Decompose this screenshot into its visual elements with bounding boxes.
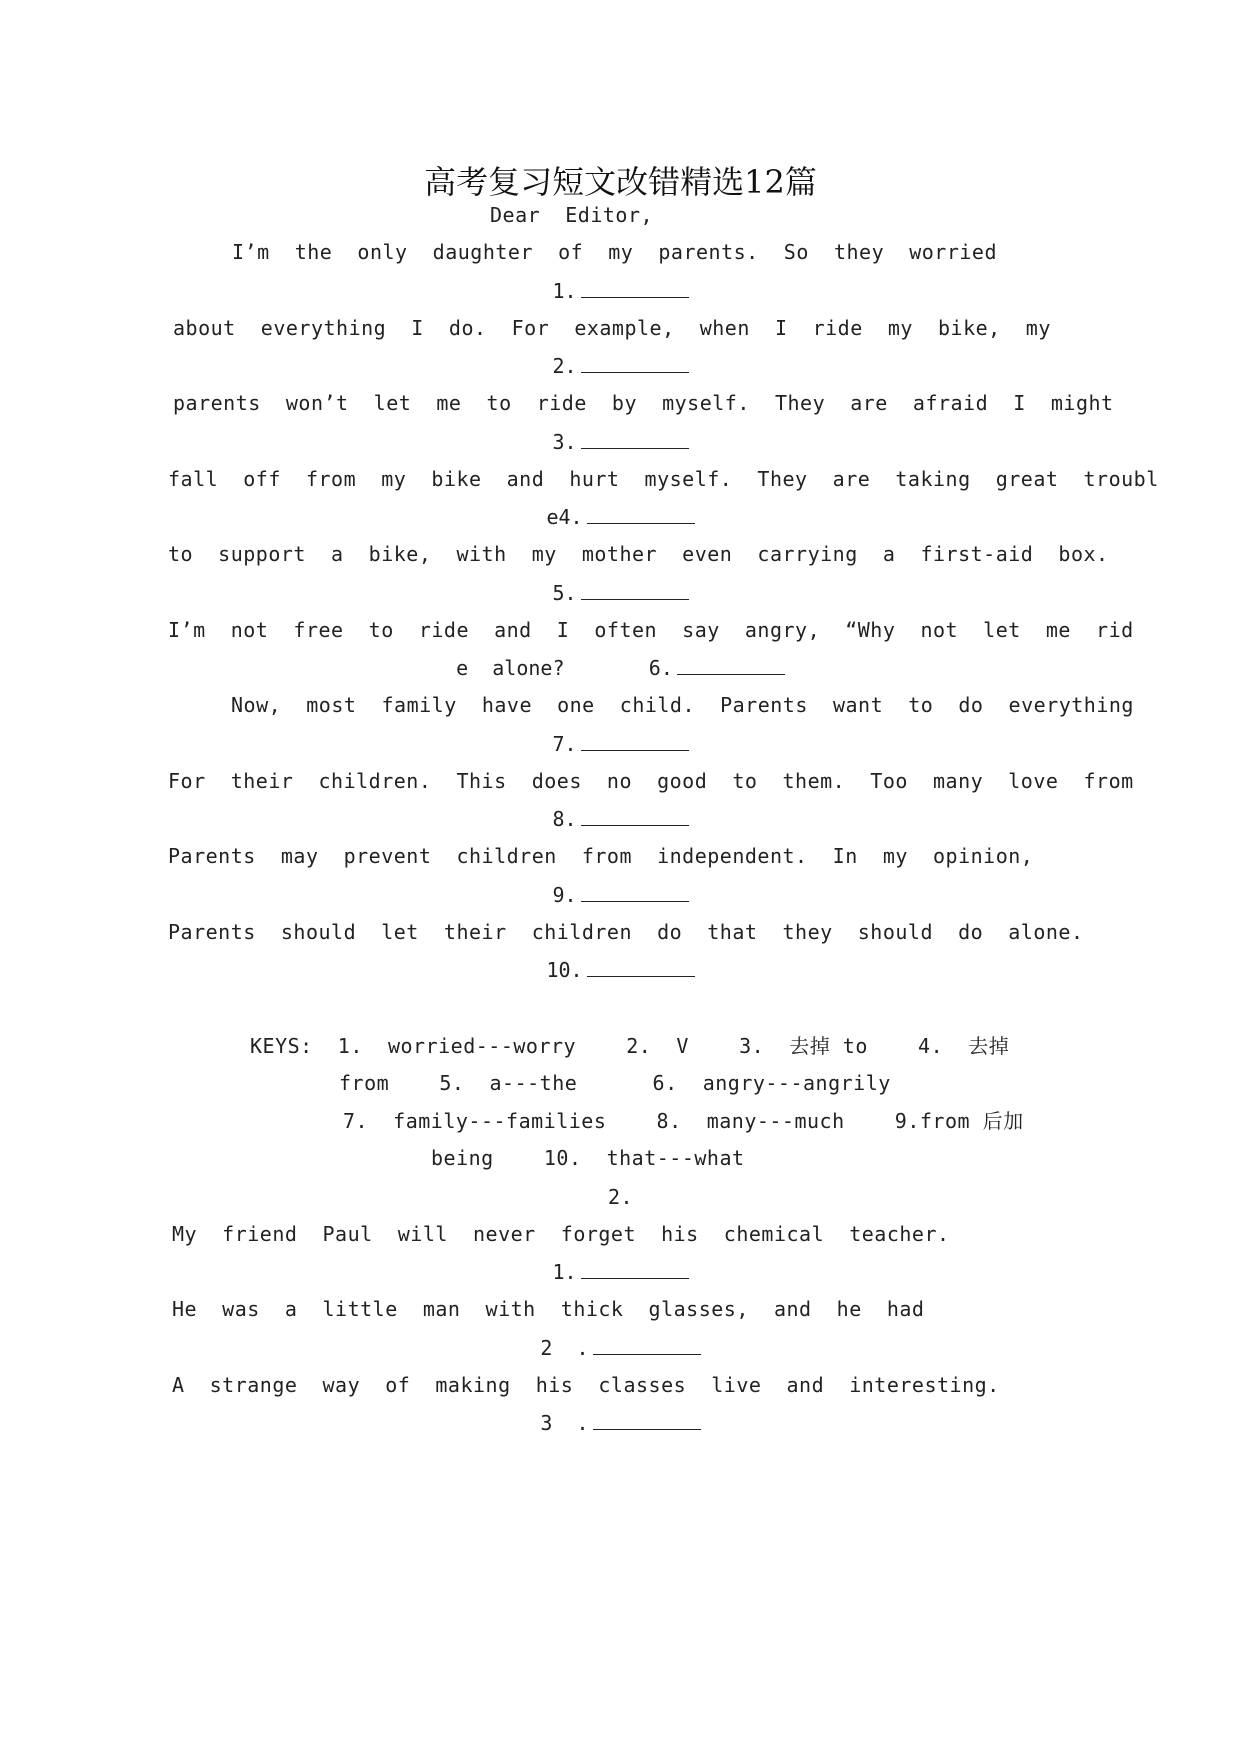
blank-label: 1. [552,1260,577,1284]
passage-line: My friend Paul will never forget his chemical teacher. [172,1222,950,1246]
blank-label: e4. [546,505,583,529]
passage-number: 2. [607,1185,634,1209]
blank-underline[interactable] [581,807,689,826]
keys-line: KEYS: 1. worried---worry 2. V 3. 去掉 to 4. 去掉 [250,1034,1010,1058]
passage-line: Parents may prevent children from independent. In my opinion, [168,844,1034,868]
greeting: Dear Editor, [490,203,654,227]
passage-line: fall off from my bike and hurt myself. They are taking great troubl [168,467,1159,491]
answer-blank [0,430,1241,454]
answer-blank [0,1411,1241,1435]
passage-line: Now, most family have one child. Parents want to do everything [231,693,1134,717]
passage-line: to support a bike, with my mother even carrying a first-aid box. [168,542,1109,566]
blank-label: 5. [552,581,577,605]
blank-underline[interactable] [581,581,689,600]
blank-underline[interactable] [593,1336,701,1355]
answer-blank [0,732,1241,756]
answer-blank [0,505,1241,529]
blank-underline[interactable] [677,656,785,675]
answer-blank [0,1336,1241,1360]
blank-underline[interactable] [593,1411,701,1430]
answer-blank [0,581,1241,605]
passage-line: I’m the only daughter of my parents. So they worried [232,240,998,264]
answer-blank [0,354,1241,378]
blank-label: 3. [552,430,577,454]
answer-blank [0,807,1241,831]
blank-underline[interactable] [581,1260,689,1279]
passage-line: I’m not free to ride and I often say angry, “Why not let me rid [168,618,1134,642]
keys-line: being 10. that---what [431,1146,745,1170]
keys-line: 7. family---families 8. many---much 9.from 后加 [343,1109,1024,1133]
passage-line: A strange way of making his classes live and interesting. [172,1373,1000,1397]
blank-label: 7. [552,732,577,756]
blank-underline[interactable] [581,279,689,298]
blank-label: 3 . [540,1411,589,1435]
blank-label: 2. [552,354,577,378]
document-title: 高考复习短文改错精选12篇 [424,163,817,201]
answer-blank [0,1260,1241,1284]
passage-line: parents won’t let me to ride by myself. They are afraid I might [173,391,1114,415]
blank-underline[interactable] [581,430,689,449]
blank-underline[interactable] [587,505,695,524]
keys-line: from 5. a---the 6. angry---angrily [339,1071,891,1095]
blank-label: e alone? 6. [456,656,673,680]
blank-label: 1. [552,279,577,303]
blank-underline[interactable] [587,958,695,977]
passage-line: For their children. This does no good to them. Too many love from [168,769,1134,793]
answer-blank [0,279,1241,303]
answer-blank [0,883,1241,907]
blank-label: 2 . [540,1336,589,1360]
answer-blank [0,656,1241,680]
passage-line: about everything I do. For example, when I ride my bike, my [173,316,1051,340]
blank-label: 9. [552,883,577,907]
passage-line: Parents should let their children do that they should do alone. [168,920,1084,944]
blank-underline[interactable] [581,883,689,902]
blank-underline[interactable] [581,354,689,373]
passage-line: He was a little man with thick glasses, and he had [172,1297,925,1321]
blank-underline[interactable] [581,732,689,751]
blank-label: 8. [552,807,577,831]
answer-blank [0,958,1241,982]
blank-label: 10. [546,958,583,982]
